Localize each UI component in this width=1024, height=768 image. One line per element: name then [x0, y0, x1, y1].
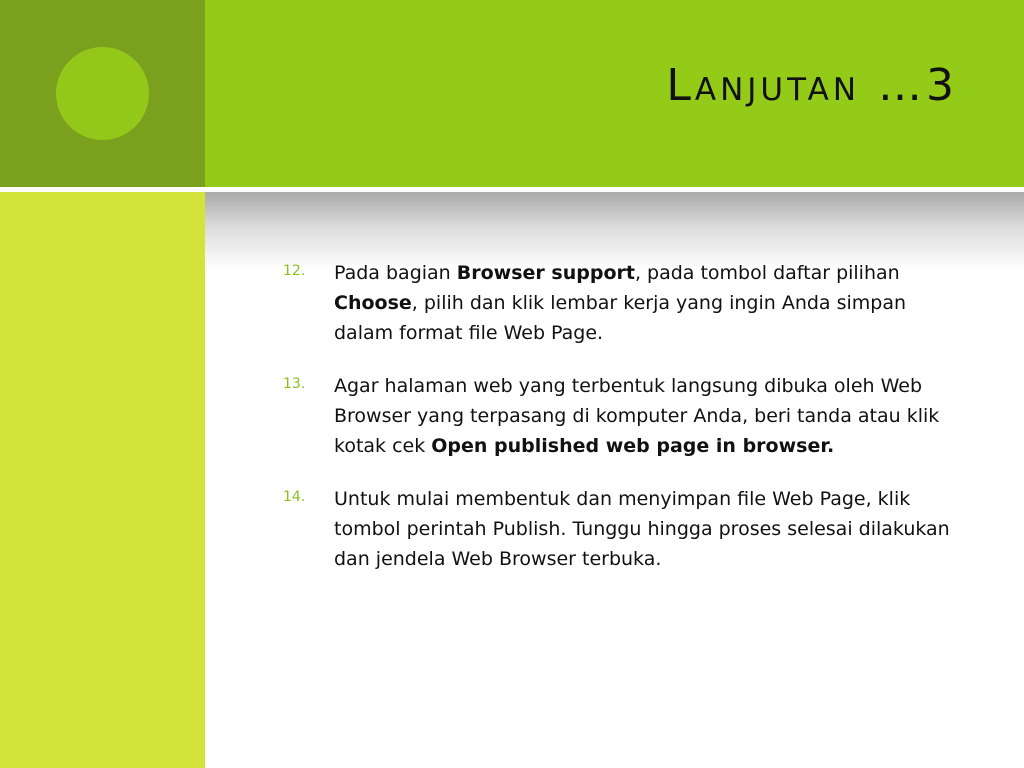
- slide-title: Lanjutan …3: [666, 60, 958, 111]
- sidebar-band: [0, 187, 205, 768]
- bold-term: Choose: [334, 292, 412, 314]
- list-number: 12.: [283, 263, 306, 279]
- bold-term: Open published web page in browser.: [431, 435, 835, 457]
- list-item-text: Untuk mulai membentuk dan menyimpan file Web Page, klik tombol perintah Publish. Tunggu hingga proses selesai dilakukan dan jendela Web Browser terbuka.: [334, 488, 950, 570]
- list-item-14: [283, 484, 973, 574]
- list-item-12: [283, 258, 973, 348]
- decorative-circle: [56, 47, 149, 140]
- list-item-13: [283, 371, 973, 461]
- numbered-list: [283, 258, 973, 597]
- list-number: 13.: [283, 376, 306, 392]
- corner-block: [0, 0, 205, 187]
- list-item-text: Agar halaman web yang terbentuk langsung dibuka oleh Web Browser yang terpasang di komputer Anda, beri tanda atau klik kotak cek Open published web page in browser.: [334, 375, 940, 457]
- list-item-text: Pada bagian Browser support, pada tombol daftar pilihan Choose, pilih dan klik lembar kerja yang ingin Anda simpan dalam format file Web Page.: [334, 262, 907, 344]
- list-number: 14.: [283, 489, 306, 505]
- bold-term: Browser support: [456, 262, 635, 284]
